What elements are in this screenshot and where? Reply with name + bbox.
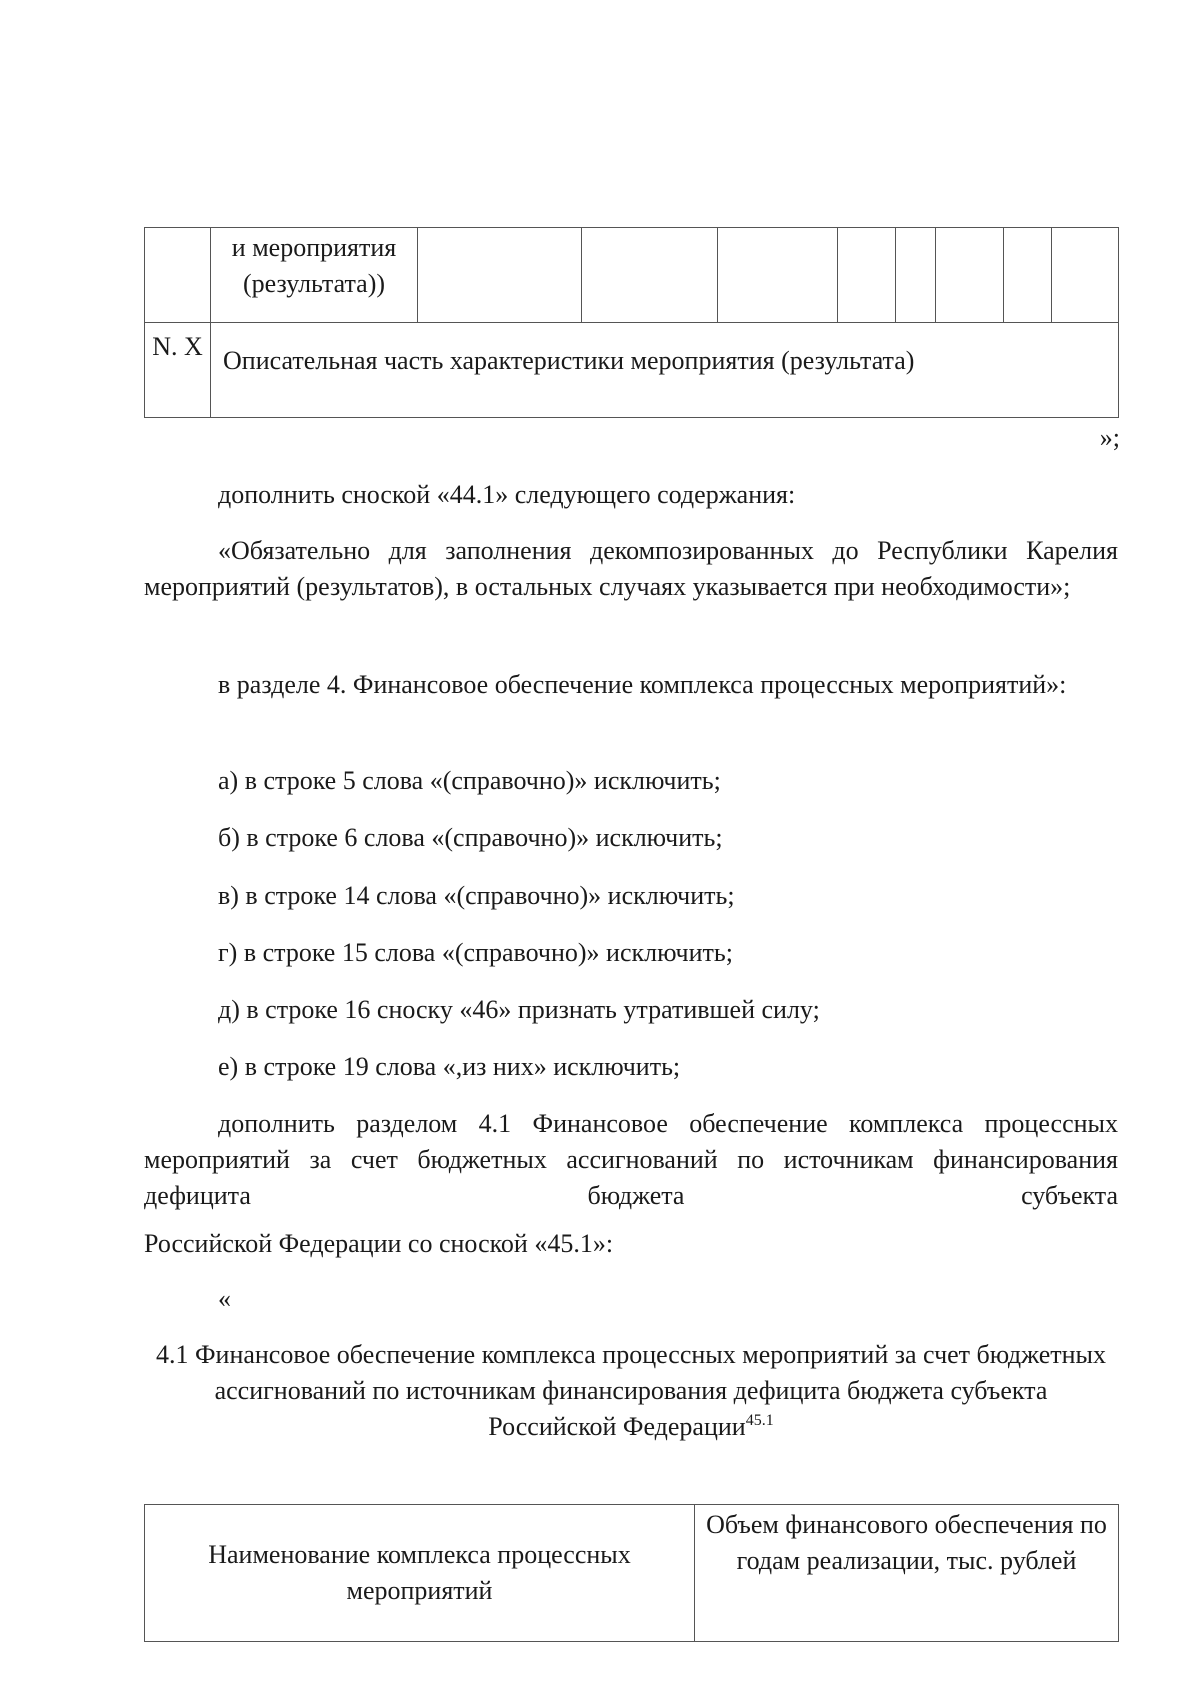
paragraph-footnote-add: дополнить сноской «44.1» следующего содержания:	[218, 480, 796, 509]
characteristics-table	[144, 227, 1119, 418]
section-title-line2	[144, 1409, 1118, 1445]
table-cell	[582, 228, 718, 323]
paragraph-footnote-text: «Обязательно для заполнения декомпозированных до Республики Карелия мероприятий (результатов), в остальных случаях указывается при необходимости»;	[144, 536, 1118, 601]
closing-quote: »;	[1099, 423, 1120, 452]
table-cell	[211, 228, 418, 323]
section-title-text: Российской Федерации	[488, 1412, 746, 1441]
paragraph-section-4: в разделе 4. Финансовое обеспечение комплекса процессных мероприятий»:	[218, 670, 1067, 699]
list-item: г) в строке 15 слова «(справочно)» исключить;	[218, 938, 733, 967]
financing-table	[144, 1504, 1119, 1642]
table-cell	[1052, 228, 1119, 323]
list-item: е) в строке 19 слова «,из них» исключить;	[218, 1052, 681, 1081]
table-cell	[718, 228, 838, 323]
table-cell	[1004, 228, 1052, 323]
column-header-name: Наименование комплекса процессных мероприятий	[145, 1505, 695, 1642]
list-item: д) в строке 16 сноску «46» признать утратившей силу;	[218, 995, 820, 1024]
section-title-line1: 4.1 Финансовое обеспечение комплекса процессных мероприятий за счет бюджетных ассигнований по источникам финансирования дефицита бюджета субъекта	[155, 1340, 1107, 1405]
list-item: в) в строке 14 слова «(справочно)» исключить;	[218, 881, 735, 910]
table-cell	[896, 228, 936, 323]
table-cell	[145, 228, 211, 323]
footnote-marker: 45.1	[745, 1412, 774, 1429]
table-header-row	[145, 1505, 1119, 1642]
description-text: Описательная часть характеристики мероприятия (результата)	[223, 346, 915, 375]
table-cell	[936, 228, 1004, 323]
column-header-volume: Объем финансового обеспечения по годам реализации, тыс. рублей	[695, 1505, 1119, 1642]
measure-name-cell: и мероприятия (результата))	[231, 233, 397, 298]
table-cell	[838, 228, 896, 323]
table-row	[145, 228, 1119, 323]
table-cell	[418, 228, 582, 323]
table-cell	[211, 323, 1119, 418]
paragraph-section-4-1-add-end: Российской Федерации со сноской «45.1»:	[144, 1229, 614, 1258]
row-number: N. X	[152, 332, 203, 361]
table-cell	[145, 323, 211, 418]
list-item: б) в строке 6 слова «(справочно)» исключить;	[218, 823, 723, 852]
section-title	[144, 1337, 1118, 1445]
opening-quote: «	[218, 1284, 231, 1313]
list-item: а) в строке 5 слова «(справочно)» исключить;	[218, 766, 721, 795]
paragraph-section-4-1-add: дополнить разделом 4.1 Финансовое обеспечение комплекса процессных мероприятий за счет бюджетных ассигнований по источникам финансирования дефицита бюджета субъекта	[144, 1109, 1118, 1210]
table-row	[145, 323, 1119, 418]
